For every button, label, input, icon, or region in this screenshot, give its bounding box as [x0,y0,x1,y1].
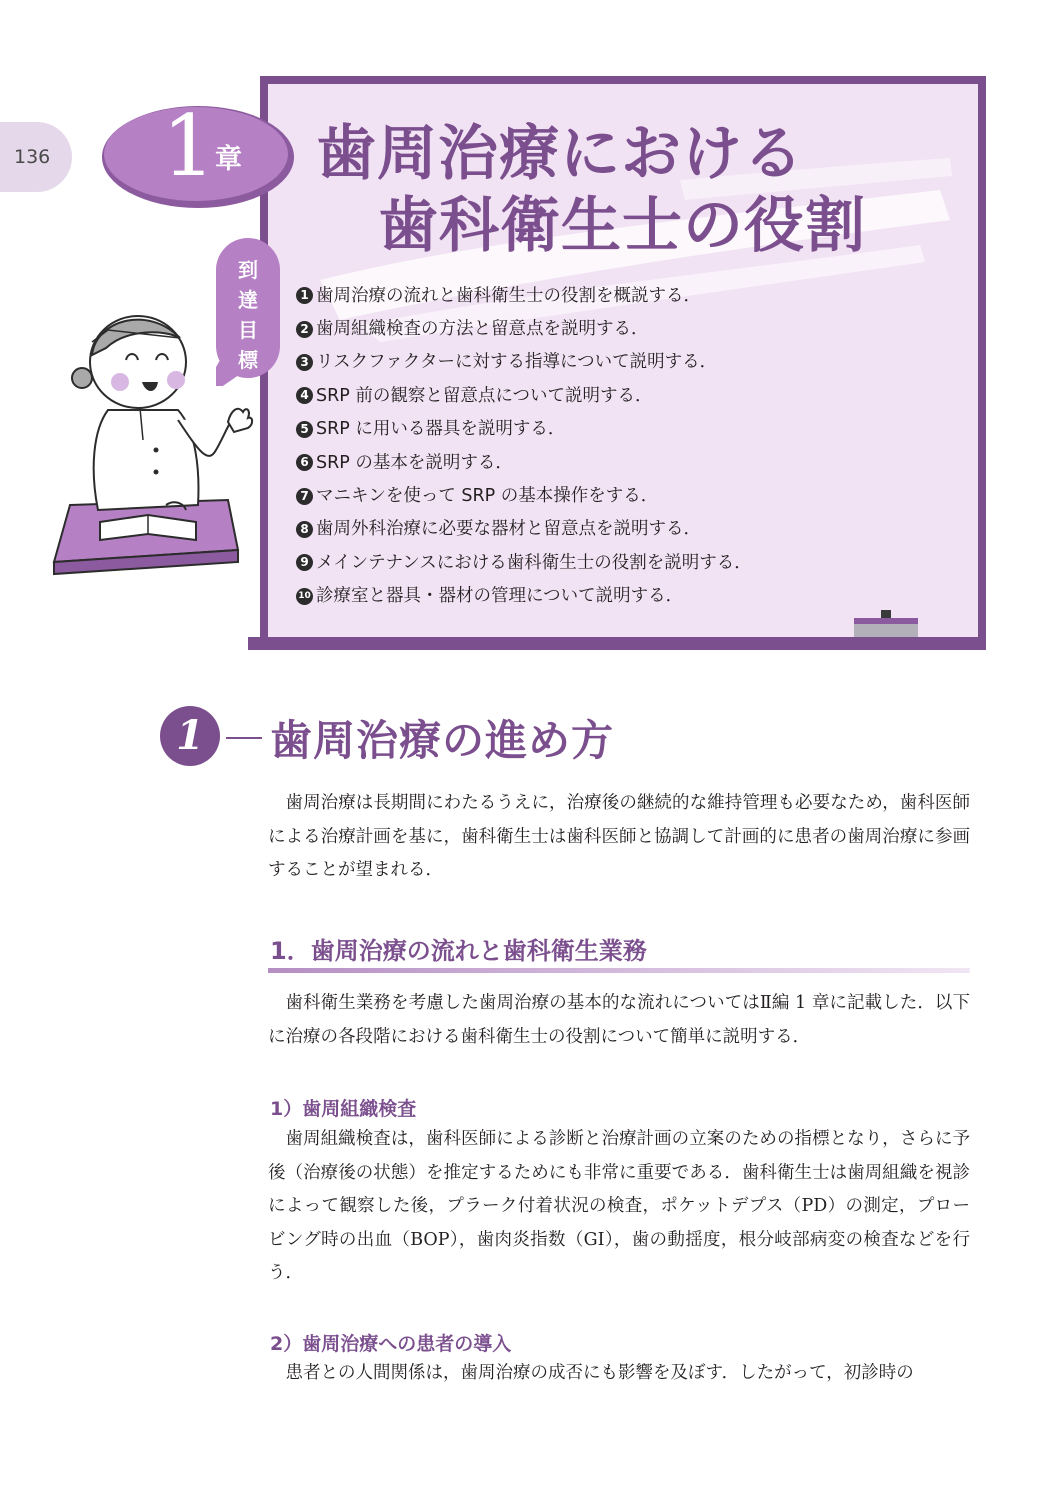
objective-text: 診療室と器具・器材の管理について説明する． [316,586,684,607]
objectives-label-char: 標 [238,348,258,372]
objective-text: 歯周組織検査の方法と留意点を説明する． [316,319,649,340]
chapter-title-line-1: 歯周治療における [316,119,804,189]
objective-number: 9 [296,554,313,571]
objective-text: リスクファクターに対する指導について説明する． [316,352,718,373]
objective-item [296,413,752,446]
section-title: 歯周治療の進め方 [270,716,615,765]
subsection-underline [268,968,970,973]
objectives-label-char: 到 [238,258,258,282]
objectives-label-char: 達 [238,288,258,312]
subsection-title: 1．歯周治療の流れと歯科衛生業務 [270,937,647,965]
objective-text: SRP 前の観察と留意点について説明する． [316,385,653,406]
chalkboard-ledge [248,637,986,650]
objective-text: SRP に用いる器具を説明する． [316,419,566,440]
objective-number: 10 [296,588,313,605]
section-dash [226,737,262,739]
page-number: 136 [14,146,51,168]
objective-item [296,513,752,546]
objective-item [296,580,752,613]
objective-text: マニキンを使って SRP の基本操作をする． [316,486,659,507]
section-intro-paragraph: 歯周治療は長期間にわたるうえに，治療後の継続的な維持管理も必要なため，歯科医師による治療計画を基に，歯科衛生士は歯科医師と協調して計画的に患者の歯周治療に参画することが望まれる． [268,793,970,880]
objective-item [296,479,752,512]
chapter-number: 1 [162,97,216,195]
objective-item [296,379,752,412]
subsection-intro-paragraph: 歯科衛生業務を考慮した歯周治療の基本的な流れについてはⅡ編 1 章に記載した．以下に治療の各段階における歯科衛生士の役割について簡単に説明する． [268,993,970,1047]
item-body-paragraph: 歯周組織検査は，歯科医師による診断と治療計画の立案のための指標となり，さらに予後（治療後の状態）を推定するためにも非常に重要である．歯科衛生士は歯周組織を視診によって観察した後，プラーク付着状況の検査，ポケットデプス（PD）の測定，プロービング時の出血（BOP），歯肉炎指数（GI），歯の動揺度，根分岐部病変の検査などを行う． [268,1129,970,1283]
hygienist-illustration [48,300,288,580]
objective-text: メインテナンスにおける歯科衛生士の役割を説明する． [316,552,752,573]
item-heading: 1）歯周組織検査 [270,1098,417,1120]
chapter-title-line-2: 歯科衛生士の役割 [378,191,866,261]
objective-number: 5 [296,421,313,438]
eraser-handle [881,610,891,618]
objective-number: 1 [296,287,313,304]
objective-number: 4 [296,387,313,404]
objective-number: 6 [296,454,313,471]
chapter-label: 章 [215,144,242,175]
objective-number: 3 [296,354,313,371]
objective-item [296,312,752,345]
item-heading: 2）歯周治療への患者の導入 [270,1333,512,1355]
objective-text: 歯周治療の流れと歯科衛生士の役割を概説する． [316,285,701,306]
objective-number: 8 [296,521,313,538]
item-body-paragraph: 患者との人間関係は，歯周治療の成否にも影響を及ぼす．したがって，初診時の [285,1363,914,1383]
objective-item [296,346,752,379]
eraser-icon [854,618,918,637]
objective-number: 7 [296,488,313,505]
objective-text: 歯周外科治療に必要な器材と留意点を説明する． [316,519,701,540]
objective-item [296,546,752,579]
objective-item [296,446,752,479]
objective-number: 2 [296,321,313,338]
objective-text: SRP の基本を説明する． [316,452,513,473]
objectives-list [296,279,752,613]
objective-item [296,279,752,312]
section-number: 1 [176,712,204,759]
objectives-label-char: 目 [238,318,258,342]
